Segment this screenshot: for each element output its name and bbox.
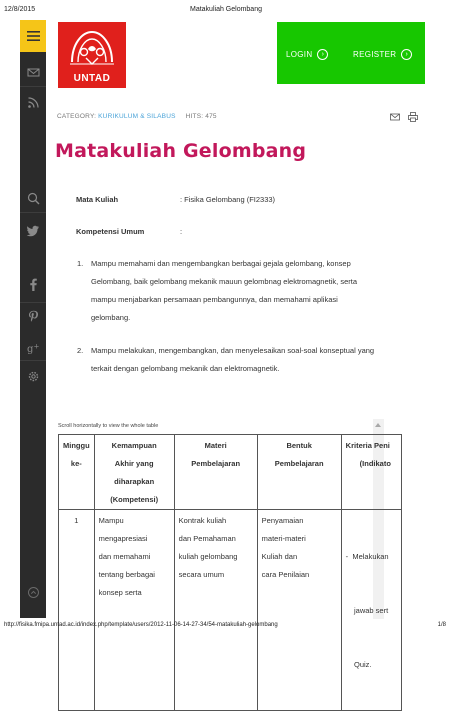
header-kemampuan: Kemampuan Akhir yang diharapkan (Kompetensi) (94, 435, 174, 510)
item-line: Gelombang, baik gelombang mekanik mauun gelombnag elektromagnetik, serta (91, 277, 357, 286)
cell-minggu: 1 (59, 510, 95, 711)
ku-label: Kompetensi Umum (76, 227, 145, 236)
header-materi: Materi Pembelajaran (174, 435, 257, 510)
mata-kuliah-value-wrap (180, 195, 275, 204)
category-link[interactable]: KURIKULUM & SILABUS (98, 113, 176, 120)
item-line: Mampu memahami dan mengembangkan berbagai gejala gelombang, konsep (91, 259, 351, 268)
item-number: 1. (77, 259, 84, 268)
untad-logo[interactable] (58, 22, 126, 88)
table-row (59, 510, 402, 711)
competency-item-1 (77, 255, 431, 327)
login-label: LOGIN (286, 50, 313, 59)
logo-text: UNTAD (73, 73, 111, 84)
print-title: Matakuliah Gelombang (190, 6, 262, 13)
twitter-icon (27, 224, 40, 237)
item-line: Mampu melakukan, mengembangkan, dan menyelesaikan soal-soal konseptual yang (91, 346, 375, 355)
item-line: gelombang. (91, 313, 131, 322)
rss-icon (27, 96, 40, 109)
article-tools (390, 112, 418, 122)
page-title: Matakuliah Gelombang (55, 140, 307, 162)
login-link[interactable] (286, 49, 328, 60)
print-url: http://fisika.fmipa.untad.ac.id/index.php/template/users/2012-11-06-14-27-34/54-matakuliah-gelombang (4, 622, 278, 628)
scroll-note: Scroll horizontally to view the whole table (58, 423, 159, 429)
competency-item-2 (77, 342, 431, 378)
item-line: terkait dengan gelombang mekanik dan elektromagnetik. (91, 364, 280, 373)
cell-materi: Kontrak kuliah dan Pemahaman kuliah gelombang secara umum (174, 510, 257, 711)
google-plus-button[interactable] (20, 336, 46, 360)
header-kriteria: Kriteria Peni (Indikato (341, 435, 401, 510)
print-page-number: 1/8 (437, 622, 446, 628)
cell-bentuk: Penyamaian materi-materi Kuliah dan cara Penilaian (257, 510, 341, 711)
search-icon (27, 192, 40, 205)
register-label: REGISTER (353, 50, 397, 59)
rss-button[interactable] (20, 90, 46, 114)
mail-button[interactable] (20, 60, 46, 84)
facebook-button[interactable] (20, 272, 46, 296)
chevron-right-icon: › (401, 49, 412, 60)
scroll-up-arrow-icon[interactable] (375, 423, 381, 427)
pinterest-button[interactable] (20, 304, 46, 328)
scroll-top-icon (27, 586, 40, 599)
print-date: 12/8/2015 (4, 6, 36, 13)
scroll-top-button[interactable] (20, 580, 46, 604)
mail-icon (27, 66, 40, 79)
print-header (0, 0, 452, 18)
kompetensi-umum-row (76, 227, 144, 236)
print-footer (0, 620, 452, 634)
email-icon[interactable] (390, 112, 400, 122)
chevron-right-icon: › (317, 49, 328, 60)
left-sidebar (20, 20, 46, 618)
mata-kuliah-row (76, 195, 118, 204)
twitter-button[interactable] (20, 218, 46, 242)
mk-label: Mata Kuliah (76, 195, 119, 204)
table-header-row (59, 435, 402, 510)
rps-table (58, 434, 402, 711)
search-button[interactable] (20, 186, 46, 210)
svg-text:g: g (26, 343, 33, 355)
pinterest-icon (27, 310, 40, 323)
kompetensi-umum-value-wrap (180, 227, 182, 236)
mk-value: : Fisika Gelombang (FI2333) (180, 195, 276, 204)
google-plus-icon (27, 342, 40, 355)
article-meta (57, 113, 217, 120)
cell-kriteria: - Melakukan jawab sert Quiz. (341, 510, 401, 711)
category-label: CATEGORY: (57, 113, 99, 120)
settings-icon (27, 370, 40, 383)
item-line: mampu menjabarkan persamaan pembangunnya, dan memahami aplikasi (91, 295, 338, 304)
menu-button[interactable] (20, 20, 46, 52)
auth-panel (277, 22, 425, 84)
header-minggu: Minggu ke- (59, 435, 95, 510)
hits-count: HITS: 475 (185, 113, 217, 120)
svg-text:+: + (33, 342, 39, 350)
item-number: 2. (77, 346, 84, 355)
header-bentuk: Bentuk Pembelajaran (257, 435, 341, 510)
cell-kemampuan: Mampu mengapresiasi dan memahami tentang berbagai konsep serta (94, 510, 174, 711)
facebook-icon (27, 278, 40, 291)
ku-value: : (180, 227, 183, 236)
print-icon[interactable] (408, 112, 418, 122)
register-link[interactable] (353, 49, 412, 60)
menu-icon (27, 31, 40, 41)
settings-button[interactable] (20, 364, 46, 388)
